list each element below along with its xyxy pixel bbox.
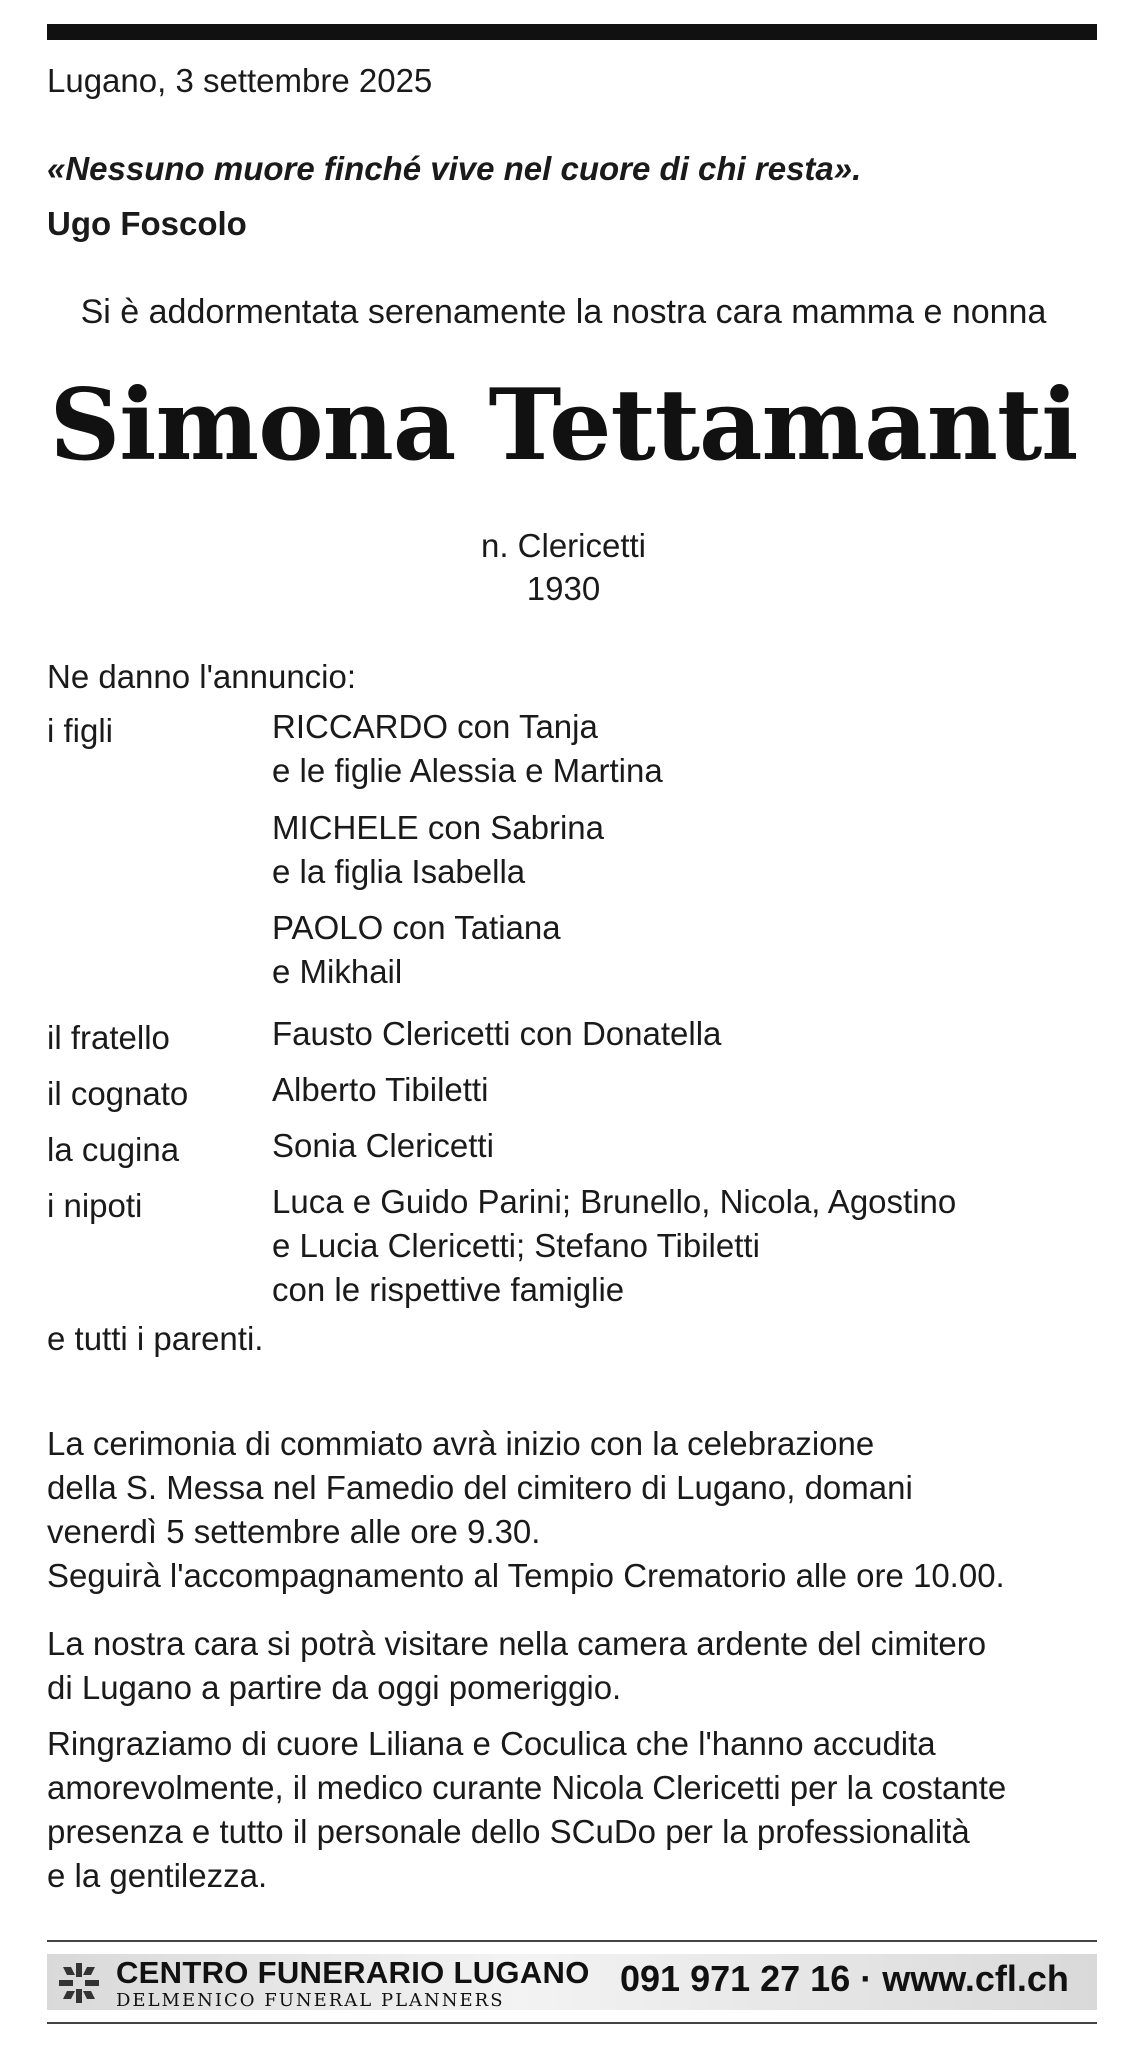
paragraph-line: presenza e tutto il personale dello SCuDo per la professionalità bbox=[47, 1813, 970, 1850]
relative-line: Alberto Tibiletti bbox=[272, 1071, 489, 1108]
quote-author: Ugo Foscolo bbox=[47, 205, 247, 242]
relative-line: e la figlia Isabella bbox=[272, 853, 526, 890]
footer-top-rule bbox=[47, 1940, 1097, 1942]
birth-year: 1930 bbox=[526, 570, 601, 607]
relative-line: Sonia Clericetti bbox=[272, 1127, 494, 1164]
maiden-name: n. Clericetti bbox=[480, 527, 647, 564]
relative-line: e Mikhail bbox=[272, 953, 403, 990]
deceased-name: Simona Tettamanti bbox=[49, 368, 1078, 483]
paragraph-line: e la gentilezza. bbox=[47, 1857, 268, 1894]
paragraph-line: amorevolmente, il medico curante Nicola Clericetti per la costante bbox=[47, 1769, 1007, 1806]
footer-bottom-rule bbox=[47, 2022, 1097, 2024]
relative-entry bbox=[272, 1180, 956, 1312]
paragraph-line: della S. Messa nel Famedio del cimitero di Lugano, domani bbox=[47, 1469, 913, 1506]
paragraph-line: Seguirà l'accompagnamento al Tempio Crematorio alle ore 10.00. bbox=[47, 1557, 1005, 1594]
relative-entry bbox=[272, 806, 604, 894]
visit-paragraph bbox=[47, 1622, 1107, 1710]
paragraph-line: La cerimonia di commiato avrà inizio con la celebrazione bbox=[47, 1425, 875, 1462]
paragraph-line: di Lugano a partire da oggi pomeriggio. bbox=[47, 1669, 622, 1706]
intro-line: Si è addormentata serenamente la nostra cara mamma e nonna bbox=[80, 293, 1047, 331]
paragraph-line: La nostra cara si potrà visitare nella camera ardente del cimitero bbox=[47, 1625, 987, 1662]
relative-label: i figli bbox=[47, 712, 114, 749]
funeral-home-name: CENTRO FUNERARIO LUGANO bbox=[116, 1955, 590, 1990]
relative-label: il fratello bbox=[47, 1019, 170, 1056]
closing-relatives: e tutti i parenti. bbox=[47, 1320, 264, 1357]
paragraph-line: Ringraziamo di cuore Liliana e Coculica che l'hanno accudita bbox=[47, 1725, 936, 1762]
relative-label: i nipoti bbox=[47, 1187, 143, 1224]
relative-entry bbox=[272, 705, 663, 793]
relative-line: MICHELE con Sabrina bbox=[272, 809, 604, 846]
quote-text: «Nessuno muore finché vive nel cuore di chi resta». bbox=[47, 150, 862, 187]
relative-entry bbox=[272, 1068, 488, 1112]
cfl-logo-icon bbox=[57, 1961, 101, 2005]
funeral-home-subtitle: DELMENICO FUNERAL PLANNERS bbox=[116, 1990, 505, 2011]
relative-line: e Lucia Clericetti; Stefano Tibiletti bbox=[272, 1227, 760, 1264]
contact-info: 091 971 27 16 · www.cfl.ch bbox=[620, 1958, 1069, 1999]
relative-line: Fausto Clericetti con Donatella bbox=[272, 1015, 722, 1052]
relative-line: e le figlie Alessia e Martina bbox=[272, 752, 663, 789]
relative-entry bbox=[272, 1012, 721, 1056]
relative-line: RICCARDO con Tanja bbox=[272, 708, 598, 745]
announce-label: Ne danno l'annuncio: bbox=[47, 658, 357, 695]
date-line: Lugano, 3 settembre 2025 bbox=[47, 62, 433, 99]
ceremony-paragraph bbox=[47, 1422, 1107, 1598]
paragraph-line: venerdì 5 settembre alle ore 9.30. bbox=[47, 1513, 541, 1550]
relative-entry bbox=[272, 1124, 494, 1168]
relative-label: il cognato bbox=[47, 1075, 189, 1112]
top-rule bbox=[47, 24, 1097, 40]
relative-line: Luca e Guido Parini; Brunello, Nicola, Agostino bbox=[272, 1183, 957, 1220]
relative-entry bbox=[272, 906, 561, 994]
relative-line: PAOLO con Tatiana bbox=[272, 909, 561, 946]
thanks-paragraph bbox=[47, 1722, 1107, 1898]
relative-label: la cugina bbox=[47, 1131, 180, 1168]
relative-line: con le rispettive famiglie bbox=[272, 1271, 625, 1308]
